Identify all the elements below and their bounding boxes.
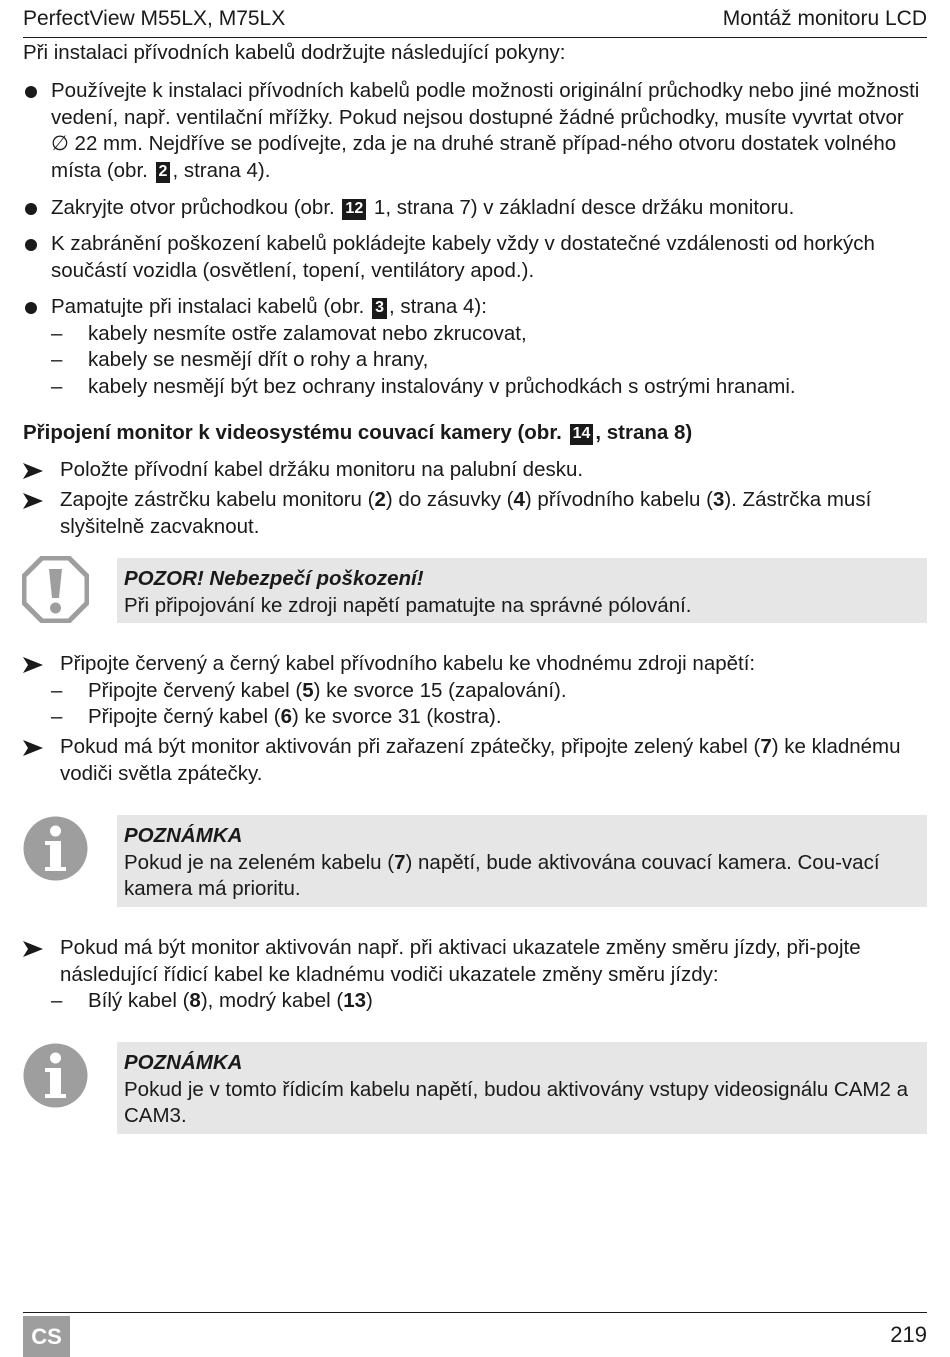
bullet-item: K zabránění poškození kabelů pokládejte kabely vždy v dostatečné vzdálenosti od horkých součástí vozidla (osvětlení, topení, ventilátory apod.). [23, 231, 927, 284]
bullet-dot-icon [25, 239, 37, 251]
bullet-item: Používejte k instalaci přívodních kabelů podle možnosti originální průchodky nebo jiné možnosti vedení, např. ventilační mřížky. Pokud nejsou dostupné žádné průchodky, musíte vyvrtat otvor ∅ 22 mm. Nejdříve se podívejte, zda je na druhé straně případ-ného otvoru dostatek volného místa (obr. 2 , strana 4). [23, 78, 927, 184]
dash-item: – kabely nesmějí být bez ochrany instalovány v průchodkách s ostrými hranami. [51, 374, 796, 398]
arrowhead-icon [23, 740, 43, 756]
bullet-dot-icon [25, 86, 37, 98]
note-box [117, 1042, 927, 1134]
dash-item: – Bílý kabel (8), modrý kabel (13) [51, 989, 373, 1012]
dash-item: – kabely nesmíte ostře zalamovat nebo zkrucovat, [51, 321, 527, 345]
figure-ref-badge: 2 [156, 162, 171, 183]
note-title: POZNÁMKA [124, 1051, 243, 1074]
page-header [23, 4, 927, 38]
info-circle-icon [22, 1042, 89, 1109]
header-product-title: PerfectView M55LX, M75LX [23, 7, 286, 30]
intro-paragraph: Při instalaci přívodních kabelů dodržujte následující pokyny: [23, 41, 566, 64]
step-item: Zapojte zástrčku kabelu monitoru (2) do zásuvky (4) přívodního kabelu (3). Zástrčka musí slyšitelně zacvaknout. [23, 487, 927, 540]
warning-title: POZOR! Nebezpečí poškození! [124, 567, 424, 590]
dash-item: – kabely se nesmějí dřít o rohy a hrany, [51, 348, 429, 371]
bullet-dot-icon [25, 203, 37, 215]
bullet-item: Zakryjte otvor průchodkou (obr. 12 1, strana 7) v základní desce držáku monitoru. [23, 195, 927, 222]
warning-octagon-icon [22, 556, 89, 623]
header-section-title: Montáž monitoru LCD [722, 7, 927, 30]
arrowhead-icon [23, 463, 43, 479]
section-heading: Připojení monitor k videosystému couvací kamery (obr. 14 , strana 8) [23, 421, 693, 444]
arrowhead-icon [23, 657, 43, 673]
note-title: POZNÁMKA [124, 824, 243, 847]
step-item: Pokud má být monitor aktivován např. při aktivaci ukazatele změny směru jízdy, při-pojte následující řídicí kabel ke kladnému vodiči ukazatele změny směru jízdy: – Bílý kabel (8), modrý kabel (13) [23, 935, 927, 1015]
bullet-dot-icon [25, 302, 37, 314]
dash-item: – Připojte červený kabel (5) ke svorce 15 (zapalování). [51, 678, 567, 702]
footer-divider [23, 1312, 927, 1313]
figure-ref-badge: 14 [570, 424, 594, 445]
arrowhead-icon [23, 493, 43, 509]
warning-box [117, 558, 927, 623]
bullet-item: Pamatujte při instalaci kabelů (obr. 3 , strana 4): – kabely nesmíte ostře zalamovat nebo zkrucovat, – kabely se nesmějí dřít o rohy a hrany, – kabely nesmějí být bez ochrany instalovány v průchodkách s ostrými hranami. [23, 294, 927, 400]
figure-ref-badge: 12 [342, 199, 366, 220]
warning-text: Při připojování ke zdroji napětí pamatujte na správné pólování. [124, 593, 692, 617]
step-item: Pokud má být monitor aktivován při zařazení zpátečky, připojte zelený kabel (7) ke kladnému vodiči světla zpátečky. [23, 734, 927, 787]
info-circle-icon [22, 815, 89, 882]
note-text: Pokud je v tomto řídicím kabelu napětí, budou aktivovány vstupy videosignálu CAM2 a CAM3. [124, 1077, 908, 1127]
note-text: Pokud je na zeleném kabelu (7) napětí, bude aktivována couvací kamera. Cou-vací kamera má prioritu. [124, 850, 880, 900]
dash-item: – Připojte černý kabel (6) ke svorce 31 (kostra). [51, 705, 502, 728]
note-box [117, 815, 927, 907]
page-number: 219 [890, 1322, 927, 1347]
step-item: Položte přívodní kabel držáku monitoru na palubní desku. [23, 457, 927, 484]
language-badge: CS [23, 1316, 70, 1357]
arrowhead-icon [23, 941, 43, 957]
step-item: Připojte červený a černý kabel přívodního kabelu ke vhodnému zdroji napětí: – Připojte červený kabel (5) ke svorce 15 (zapalování). – Připojte černý kabel (6) ke svorce 31 (kostra). [23, 651, 927, 731]
figure-ref-badge: 3 [372, 298, 387, 319]
